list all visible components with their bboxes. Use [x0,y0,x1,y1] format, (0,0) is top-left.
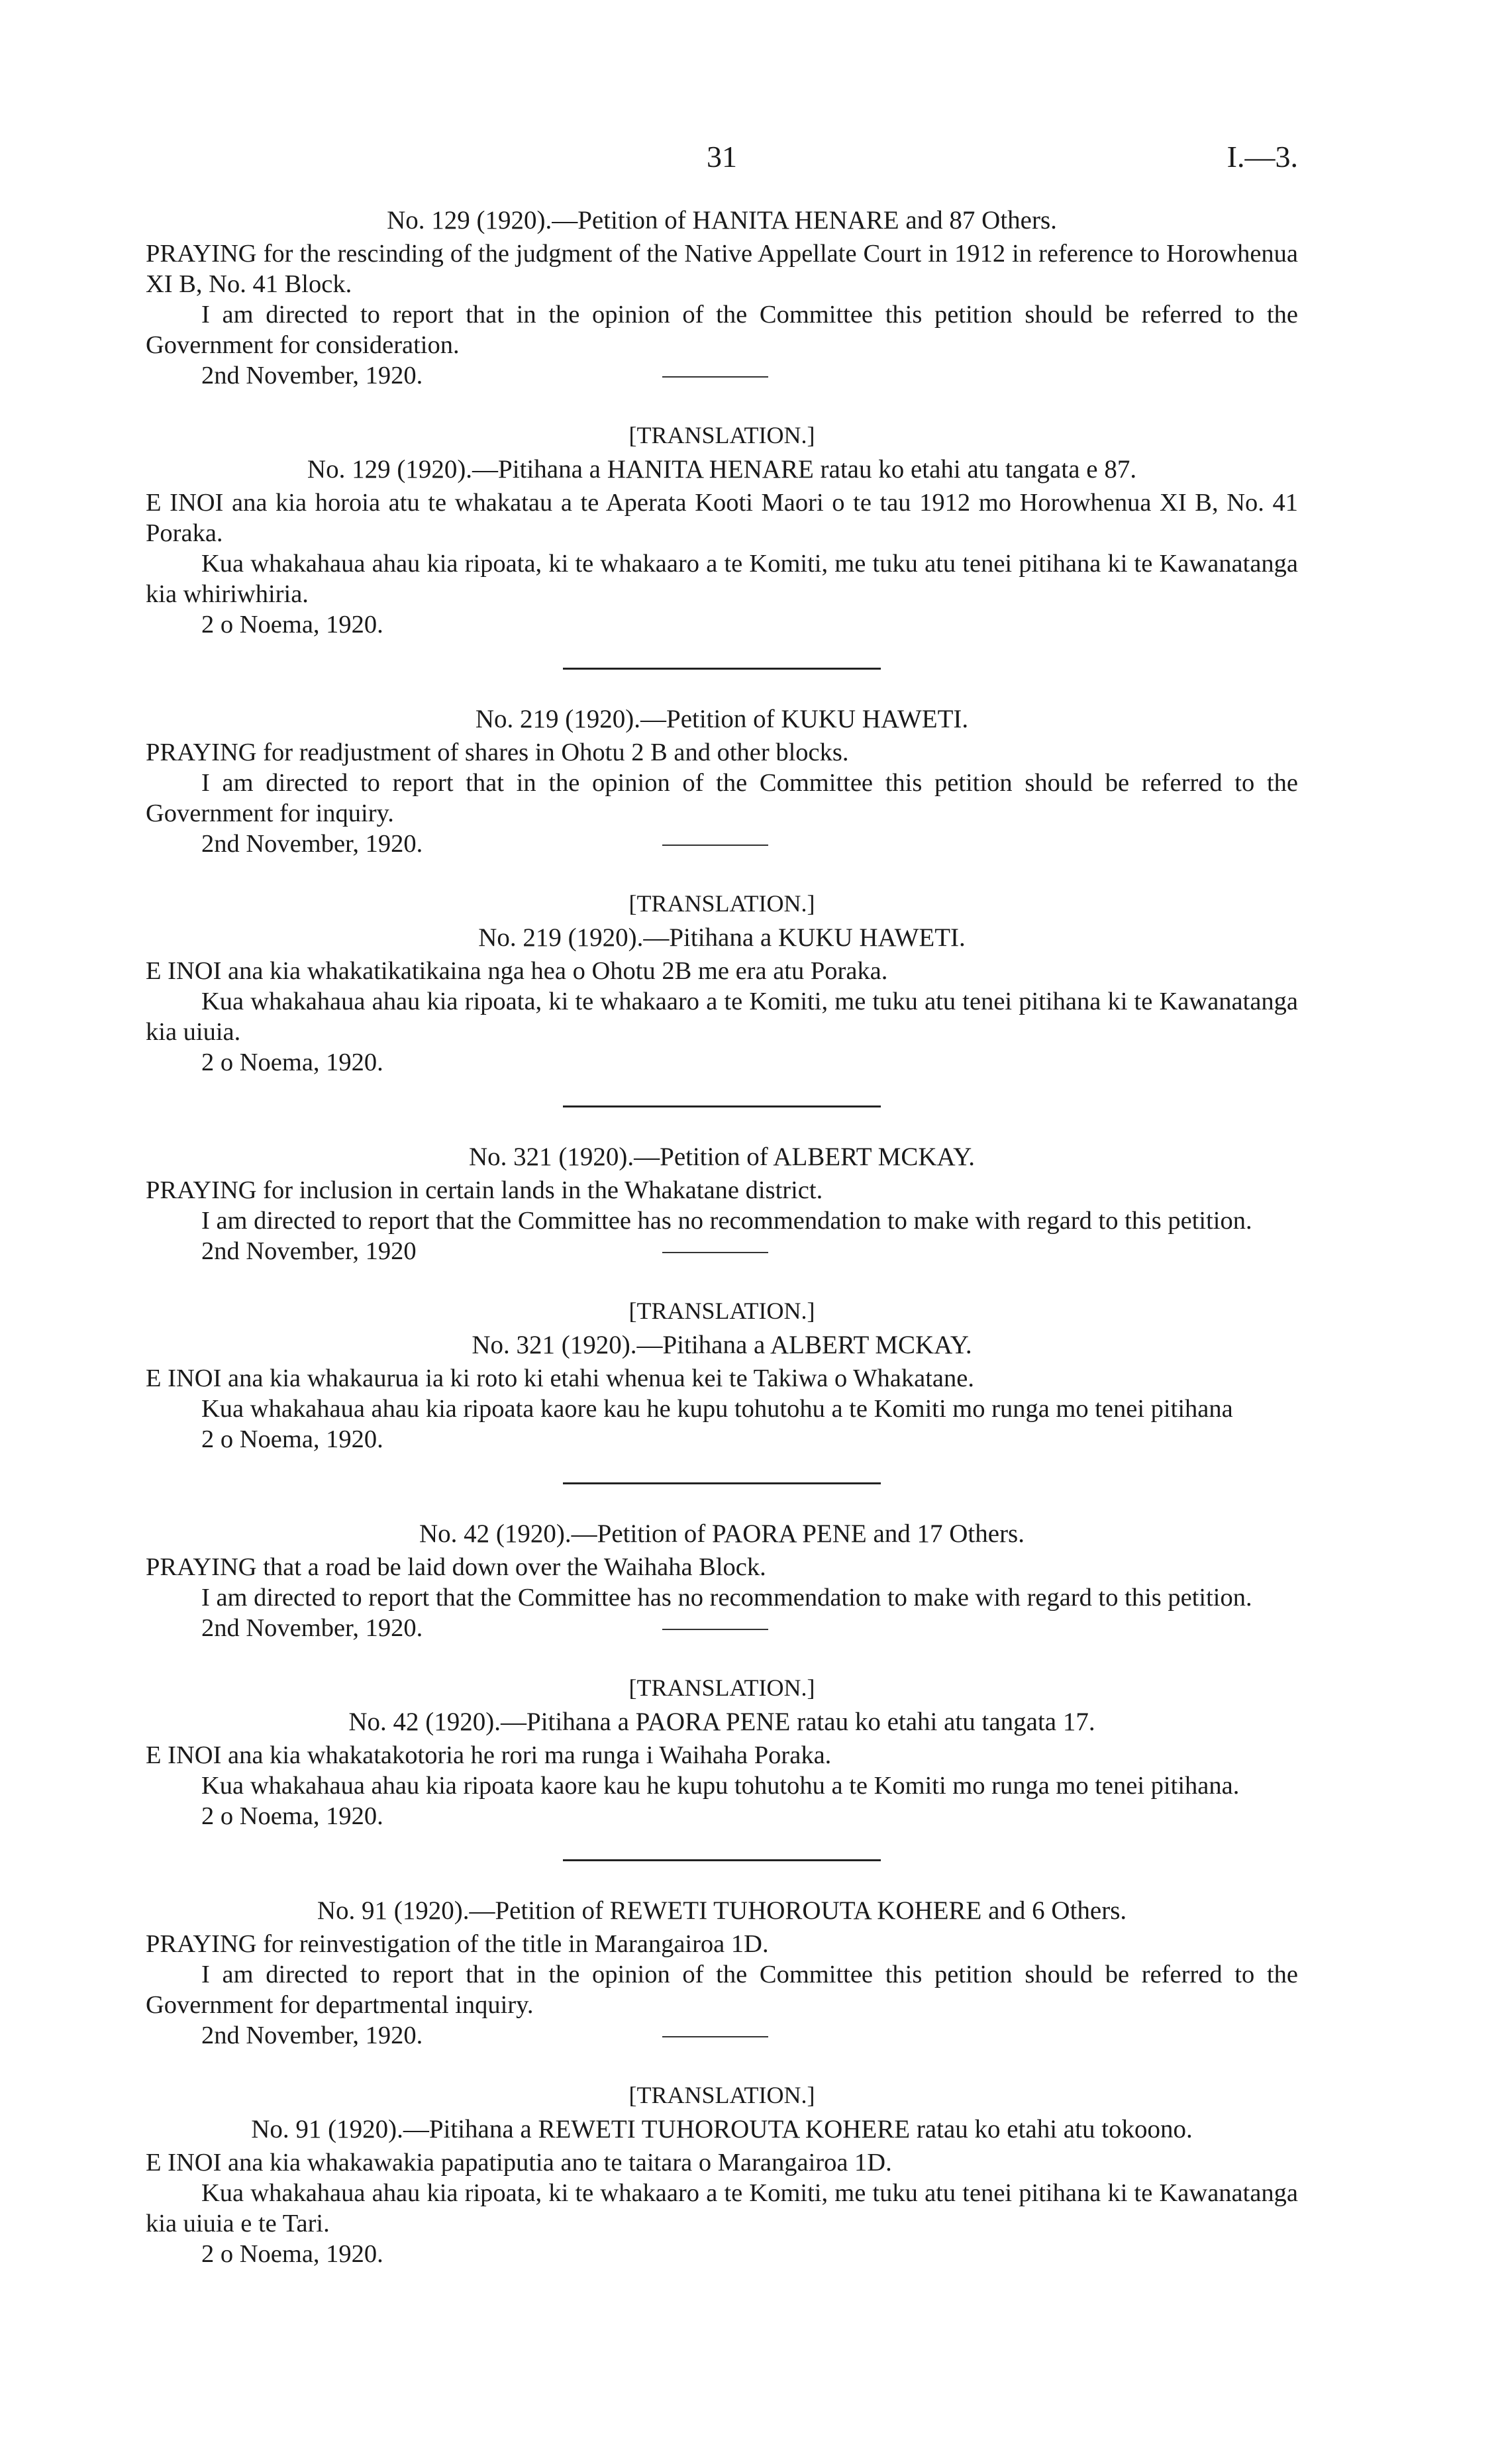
document-reference: I.—3. [1227,140,1298,174]
report-paragraph: I am directed to report that the Committee has no recommendation to make with regard to this petition. [201,1207,1252,1235]
petition-title: No. 42 (1920).—Petition of PAORA PENE and 17 Others. [419,1519,1025,1548]
short-divider [662,2036,768,2037]
prayer-paragraph [146,1175,1298,1206]
prayer-text: for readjustment of shares in Ohotu 2 B and other blocks. [256,739,849,766]
report-date-text: 2nd November, 1920. [201,362,423,389]
translation-report: Kua whakahaua ahau kia ripoata, ki te whakaaro a te Komiti, me tuku atu tenei pitihana ki te Kawanatanga kia uiuia e te Tari. [146,2179,1298,2237]
translation-title: No. 42 (1920).—Pitihana a PAORA PENE ratau ko etahi atu tangata 17. [348,1708,1095,1736]
prayer-text: for the rescinding of the judgment of the Native Appellate Court in 1912 in reference to Horowhenua XI B, No. 41 Block. [146,240,1298,298]
translation-title: No. 219 (1920).—Pitihana a KUKU HAWETI. [478,923,966,952]
section-divider [563,1482,881,1484]
translation-prayer [146,1363,1298,1394]
short-divider [662,1252,768,1253]
translation-lead: E INOI [146,489,224,517]
page-header [146,132,1298,192]
report-date [146,2020,1298,2051]
short-divider [662,845,768,846]
report-date [146,360,1298,391]
prayer-paragraph [146,238,1298,299]
translation-lead: E INOI [146,1741,222,1769]
report-date-text: 2nd November, 1920. [201,2022,423,2049]
translation-date: 2 o Noema, 1920. [201,611,383,639]
prayer-lead: PRAYING [146,1553,257,1581]
translation-label: [TRANSLATION.] [628,422,815,448]
section-divider [563,1859,881,1861]
translation-title: No. 91 (1920).—Pitihana a REWETI TUHOROUTA KOHERE ratau ko etahi atu tokoono. [251,2115,1193,2143]
report-paragraph: I am directed to report that in the opinion of the Committee this petition should be referred to the Government for departmental inquiry. [146,1961,1298,2019]
prayer-lead: PRAYING [146,1176,257,1204]
prayer-lead: PRAYING [146,240,257,268]
translation-report: Kua whakahaua ahau kia ripoata, ki te whakaaro a te Komiti, me tuku atu tenei pitihana ki te Kawanatanga kia uiuia. [146,988,1298,1046]
short-divider [662,1629,768,1630]
translation-label: [TRANSLATION.] [628,890,815,917]
report-date-text: 2nd November, 1920 [201,1237,417,1265]
petition-section [146,1142,1298,1484]
prayer-lead: PRAYING [146,739,257,766]
translation-prayer-text: ana kia whakatakotoria he rori ma runga i Waihaha Poraka. [221,1741,832,1769]
petition-section [146,704,1298,1107]
translation-prayer-text: ana kia horoia atu te whakatau a te Aperata Kooti Maori o te tau 1912 mo Horowhenua XI B, No. 41 Poraka. [146,489,1298,547]
report-paragraph: I am directed to report that in the opinion of the Committee this petition should be referred to the Government for consideration. [146,301,1298,359]
petition-title: No. 321 (1920).—Petition of ALBERT MCKAY. [468,1143,975,1171]
translation-date: 2 o Noema, 1920. [201,1049,383,1076]
translation-title: No. 129 (1920).—Pitihana a HANITA HENARE ratau ko etahi atu tangata e 87. [307,455,1137,484]
short-divider [662,376,768,378]
translation-lead: E INOI [146,2149,222,2177]
translation-label: [TRANSLATION.] [628,1674,815,1701]
translation-report: Kua whakahaua ahau kia ripoata kaore kau he kupu tohutohu a te Komiti mo runga mo tenei pitihana [201,1395,1233,1423]
prayer-paragraph [146,1552,1298,1582]
section-divider [563,1105,881,1107]
prayer-text: that a road be laid down over the Waihaha Block. [256,1553,766,1581]
translation-lead: E INOI [146,1364,222,1392]
translation-prayer [146,956,1298,986]
report-paragraph: I am directed to report that the Committee has no recommendation to make with regard to this petition. [201,1584,1252,1612]
report-date-text: 2nd November, 1920. [201,1614,423,1642]
translation-date: 2 o Noema, 1920. [201,1802,383,1830]
prayer-paragraph [146,1929,1298,1959]
translation-report: Kua whakahaua ahau kia ripoata kaore kau he kupu tohutohu a te Komiti mo runga mo tenei pitihana. [201,1772,1240,1800]
report-date-text: 2nd November, 1920. [201,830,423,858]
report-date [146,1613,1298,1643]
petition-title: No. 219 (1920).—Petition of KUKU HAWETI. [475,705,969,733]
report-date [146,829,1298,859]
translation-prayer-text: ana kia whakaurua ia ki roto ki etahi whenua kei te Takiwa o Whakatane. [221,1364,974,1392]
petition-section [146,1896,1298,2269]
report-paragraph: I am directed to report that in the opinion of the Committee this petition should be referred to the Government for inquiry. [146,769,1298,827]
translation-label: [TRANSLATION.] [628,2082,815,2108]
translation-title: No. 321 (1920).—Pitihana a ALBERT MCKAY. [472,1331,972,1359]
translation-report: Kua whakahaua ahau kia ripoata, ki te whakaaro a te Komiti, me tuku atu tenei pitihana ki te Kawanatanga kia whiriwhiria. [146,550,1298,608]
prayer-text: for inclusion in certain lands in the Whakatane district. [256,1176,823,1204]
petition-title: No. 129 (1920).—Petition of HANITA HENARE and 87 Others. [387,206,1057,234]
prayer-paragraph [146,737,1298,768]
translation-lead: E INOI [146,957,222,985]
translation-label: [TRANSLATION.] [628,1298,815,1324]
translation-prayer [146,1740,1298,1771]
translation-prayer [146,2147,1298,2178]
petition-title: No. 91 (1920).—Petition of REWETI TUHOROUTA KOHERE and 6 Others. [317,1896,1127,1925]
report-date [146,1236,1298,1266]
page-number: 31 [707,140,737,174]
translation-date: 2 o Noema, 1920. [201,1425,383,1453]
section-divider [563,668,881,670]
translation-date: 2 o Noema, 1920. [201,2240,383,2268]
prayer-text: for reinvestigation of the title in Marangairoa 1D. [256,1930,769,1958]
translation-prayer [146,488,1298,548]
petition-section [146,205,1298,670]
prayer-lead: PRAYING [146,1930,257,1958]
document-page [146,132,1298,2269]
translation-prayer-text: ana kia whakatikatikaina nga hea o Ohotu 2B me era atu Poraka. [221,957,888,985]
translation-prayer-text: ana kia whakawakia papatiputia ano te taitara o Marangairoa 1D. [221,2149,892,2177]
petition-section [146,1519,1298,1861]
